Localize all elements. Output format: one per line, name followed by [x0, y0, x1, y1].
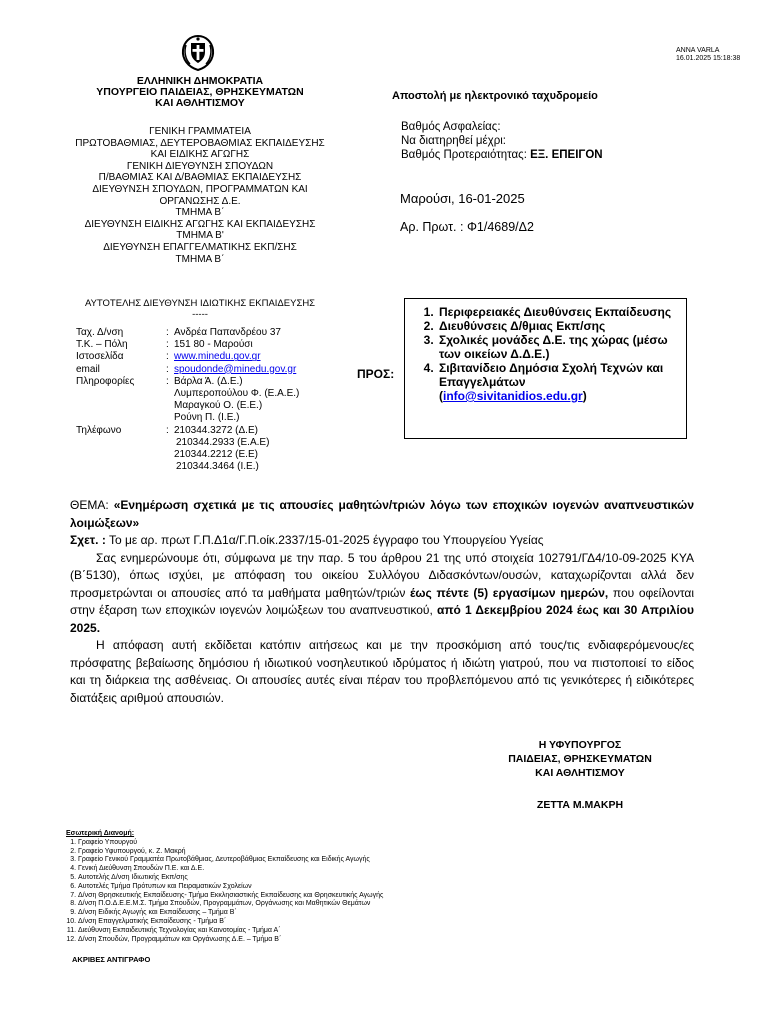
dept-line: ΤΜΗΜΑ Β' — [176, 230, 224, 242]
subject-line: ΘΕΜΑ: «Ενημέρωση σχετικά με τις απουσίες μαθητών/τριών λόγω των εποχικών ιογενών αναπνευστικών λοιμώξεων» — [70, 498, 694, 530]
subject-label: ΘΕΜΑ — [70, 498, 106, 512]
info-value: Λυμπεροπούλου Φ. (Ε.Α.Ε.) — [174, 388, 300, 400]
reference-text: Το με αρ. πρωτ Γ.Π.Δ1α/Γ.Π.οίκ.2337/15-01-2025 έγγραφο του Υπουργείου Υγείας — [105, 533, 544, 547]
recipients-box — [404, 298, 687, 439]
priority-level: Βαθμός Προτεραιότητας: ΕΞ. ΕΠΕΙΓΟΝ — [401, 149, 603, 161]
phone-value: 210344.2933 (Ε.Α.Ε) — [176, 436, 270, 448]
distribution-item: 4. Γενική Διεύθυνση Σπουδών Π.Ε. και Δ.Ε. — [78, 865, 383, 874]
distribution-item: 8. Δ/νση Π.Ο.Δ.Ε.Ε.Μ.Σ. Τμήμα Σπουδών, Προγραμμάτων, Οργάνωσης και Μαθητικών Θεμάτων — [78, 900, 383, 909]
distribution-item: 5. Αυτοτελής Δ/νση Ιδιωτικής Εκπ/σης — [78, 874, 383, 883]
city-value: 151 80 - Μαρούσι — [174, 339, 253, 351]
reference-label: Σχετ. : — [70, 533, 106, 547]
subject-text: «Ενημέρωση σχετικά με τις απουσίες μαθητών/τριών λόγω των εποχικών ιογενών αναπνευστικών λοιμώξεων» — [70, 498, 694, 530]
recipient-item: 3. Σχολικές μονάδες Δ.Ε. της χώρας (μέσω των οικείων Δ.Δ.Ε.) — [437, 333, 686, 361]
true-copy-footer: ΑΚΡΙΒΕΣ ΑΝΤΙΓΡΑΦΟ — [72, 955, 151, 965]
place-date: Μαρούσι, 16-01-2025 — [400, 191, 525, 206]
distribution-item: 11. Διεύθυνση Εκπαιδευτικής Τεχνολογίας και Καινοτομίας - Τμήμα Α΄ — [78, 927, 383, 936]
signatory-name: ΖΕΤΤΑ Μ.ΜΑΚΡΗ — [536, 799, 624, 811]
signature-timestamp: 16.01.2025 15:18:38 — [676, 55, 741, 62]
website-link[interactable]: www.minedu.gov.gr — [174, 351, 261, 363]
signatory-title: ΠΑΙΔΕΙΑΣ, ΘΡΗΣΚΕΥΜΑΤΩΝ — [508, 753, 652, 765]
contact-row-phone: Τηλέφωνο : 210344.3272 (Δ.Ε) — [76, 425, 299, 437]
to-label: ΠΡΟΣ: — [357, 367, 395, 381]
recipient-email-link[interactable]: info@sivitanidios.edu.gr — [443, 389, 583, 403]
info-value: Βάρλα Ά. (Δ.Ε.) — [174, 375, 243, 387]
email-link[interactable]: spoudonde@minedu.gov.gr — [174, 363, 297, 375]
phone-value: 210344.3464 (Ι.Ε.) — [176, 461, 259, 473]
sender-ministry — [70, 76, 330, 109]
digital-signature-stamp — [676, 47, 740, 63]
distribution-item: 7. Δ/νση Θρησκευτικής Εκπαίδευσης- Τμήμα Εκκλησιαστικής Εκπαίδευσης και Θρησκευτικής Αγωγής — [78, 892, 383, 901]
email-label: email — [76, 363, 100, 375]
protocol-number: Αρ. Πρωτ. : Φ1/4689/Δ2 — [400, 220, 534, 234]
internal-distribution — [60, 830, 383, 965]
retention-period: Να διατηρηθεί μέχρι: — [401, 135, 506, 147]
security-level: Βαθμός Ασφαλείας: — [401, 121, 501, 133]
dept-line: ΠΡΩΤΟΒΑΘΜΙΑΣ, ΔΕΥΤΕΡΟΒΑΘΜΙΑΣ ΕΚΠΑΙΔΕΥΣΗΣ — [75, 137, 325, 149]
dept-line: ΤΜΗΜΑ Β΄ — [175, 253, 225, 265]
dept-line: ΤΜΗΜΑ Β΄ — [175, 207, 225, 219]
signatory-title: Η ΥΦΥΠΟΥΡΓΟΣ — [538, 739, 622, 751]
recipient-item: 1. Περιφερειακές Διευθύνσεις Εκπαίδευσης — [437, 305, 686, 319]
contact-table — [76, 327, 299, 473]
distribution-item: 9. Δ/νση Ειδικής Αγωγής και Εκπαίδευσης – Τμήμα Β΄ — [78, 909, 383, 918]
ministry-line-2: ΚΑΙ ΑΘΛΗΤΙΣΜΟΥ — [155, 97, 245, 109]
dept-line: ΔΙΕΥΘΥΝΣΗ ΣΠΟΥΔΩΝ, ΠΡΟΓΡΑΜΜΑΤΩΝ ΚΑΙ — [92, 183, 308, 195]
recipients-list — [405, 299, 686, 403]
greek-coat-of-arms-icon — [178, 33, 218, 73]
signatory-title: ΚΑΙ ΑΘΛΗΤΙΣΜΟΥ — [535, 767, 625, 779]
priority-value: ΕΞ. ΕΠΕΙΓΟΝ — [530, 149, 603, 161]
distribution-item: 2. Γραφείο Υφυπουργού, κ. Ζ. Μακρή — [78, 848, 383, 857]
paragraph-2: Η απόφαση αυτή εκδίδεται κατόπιν αιτήσεως και με την προσκόμιση από τους/τις ενδιαφερόμενους/ες πρόσφατης βεβαίωσης δημόσιου ή ιδιωτικού νοσηλευτικού ιδρύματος ή ιδιώτη γιατρού, που να πιστοποιεί το είδος και τη διάρκεια της ασθένειας. Οι απουσίες αυτές είναι πέραν του προβλεπόμενου από τις γενικότερες ή ειδικότερες διατάξεις αριθμού απουσιών. — [70, 638, 694, 705]
signature-block — [480, 738, 680, 812]
ministry-line-1: ΥΠΟΥΡΓΕΙΟ ΠΑΙΔΕΙΑΣ, ΘΡΗΣΚΕΥΜΑΤΩΝ — [96, 86, 304, 98]
dept-line: ΓΕΝΙΚΗ ΔΙΕΥΘΥΝΣΗ ΣΠΟΥΔΩΝ — [126, 160, 274, 172]
distribution-item: 10. Δ/νση Επαγγελματικής Εκπαίδευσης - Τμήμα Β΄ — [78, 918, 383, 927]
classification-block — [401, 120, 603, 162]
address-label: Ταχ. Δ/νση — [76, 327, 124, 338]
dept-line: ΟΡΓΑΝΩΣΗΣ Δ.Ε. — [159, 195, 241, 207]
recipient-item: 4. Σιβιτανίδειο Δημόσια Σχολή Τεχνών και Επαγγελμάτων (info@sivitanidios.edu.gr) — [437, 361, 686, 403]
info-value: Ρούνη Π. (Ι.Ε.) — [174, 412, 240, 424]
distribution-item: 1. Γραφείο Υπουργού — [78, 839, 383, 848]
distribution-item: 3. Γραφείο Γενικού Γραμματέα Πρωτοβάθμιας, Δευτεροβάθμιας Εκπαίδευσης και Ειδικής Αγωγής — [78, 856, 383, 865]
info-label: Πληροφορίες — [76, 375, 135, 387]
info-value: Μαραγκού Ο. (Ε.Ε.) — [174, 400, 263, 412]
contact-row-address: Ταχ. Δ/νση : Ανδρέα Παπανδρέου 37 — [76, 327, 299, 339]
phone-value: 210344.2212 (Ε.Ε) — [174, 449, 258, 461]
dept-line: ΓΕΝΙΚΗ ΓΡΑΜΜΑΤΕΙΑ — [149, 126, 251, 137]
distribution-item: 6. Αυτοτελές Τμήμα Πρότυπων και Πειραματικών Σχολείων — [78, 883, 383, 892]
dept-line: Π/ΒΑΘΜΙΑΣ ΚΑΙ Δ/ΒΑΘΜΙΑΣ ΕΚΠΑΙΔΕΥΣΗΣ — [98, 172, 302, 184]
contact-row-info: Πληροφορίες : Βάρλα Ά. (Δ.Ε.) — [76, 376, 299, 388]
site-label: Ιστοσελίδα — [76, 351, 124, 363]
phone-label: Τηλέφωνο — [76, 424, 122, 436]
reference-line — [70, 532, 694, 550]
private-education-dept — [70, 298, 330, 320]
distribution-title: Εσωτερική Διανομή: — [66, 830, 135, 837]
paragraph-1: Σας ενημερώνουμε ότι, σύμφωνα με την παρ. 5 του άρθρου 21 της υπό στοιχεία 102791/ΓΔ4/10-09-2025 ΚΥΑ (Β΄5130), όπως ισχύει, με απόφαση του οικείου Συλλόγου Διδασκόντων/ουσών, καταχωρίζονται αλλά δεν προσμετρώνται οι απουσίες από τα μαθήματα μαθητών/τριών έως πέντε (5) εργασίμων ημερών, που οφείλονται στην έξαρση των εποχικών ιογενών λοιμώξεων του αναπνευστικού, από 1 Δεκεμβρίου 2024 έως και 30 Απριλίου 2025. — [70, 550, 694, 635]
private-dept-name: ΑΥΤΟΤΕΛΗΣ ΔΙΕΥΘΥΝΣΗ ΙΔΙΩΤΙΚΗΣ ΕΚΠΑΙΔΕΥΣΗΣ — [84, 298, 316, 309]
sender-departments — [70, 126, 330, 265]
email-dispatch-note: Αποστολή με ηλεκτρονικό ταχυδρομείο — [392, 90, 598, 102]
private-dept-dash: ----- — [192, 309, 208, 320]
document-body — [70, 497, 694, 707]
city-label: Τ.Κ. – Πόλη — [76, 339, 128, 351]
address-value: Ανδρέα Παπανδρέου 37 — [174, 327, 281, 338]
distribution-list — [60, 839, 383, 945]
dept-line: ΔΙΕΥΘΥΝΣΗ ΕΙΔΙΚΗΣ ΑΓΩΓΗΣ ΚΑΙ ΕΚΠΑΙΔΕΥΣΗΣ — [84, 218, 316, 230]
dept-line: ΔΙΕΥΘΥΝΣΗ ΕΠΑΓΓΕΛΜΑΤΙΚΗΣ ΕΚΠ/ΣΗΣ — [103, 241, 297, 253]
republic-name: ΕΛΛΗΝΙΚΗ ΔΗΜΟΚΡΑΤΙΑ — [136, 75, 264, 87]
dept-line: ΚΑΙ ΕΙΔΙΚΗΣ ΑΓΩΓΗΣ — [150, 149, 250, 161]
phone-value: 210344.3272 (Δ.Ε) — [174, 424, 258, 436]
distribution-item: 12. Δ/νση Σπουδών, Προγραμμάτων και Οργάνωσης Δ.Ε. – Τμήμα Β΄ — [78, 936, 383, 945]
recipient-item: 2. Διευθύνσεις Δ/θμιας Εκπ/σης — [437, 319, 686, 333]
contact-row-email: email : spoudonde@minedu.gov.gr — [76, 363, 297, 375]
contact-row-city: Τ.Κ. – Πόλη : 151 80 - Μαρούσι — [76, 339, 299, 351]
contact-row-site: Ιστοσελίδα : www.minedu.gov.gr — [76, 351, 261, 363]
signer-name: ANNA VARLA — [676, 47, 720, 54]
